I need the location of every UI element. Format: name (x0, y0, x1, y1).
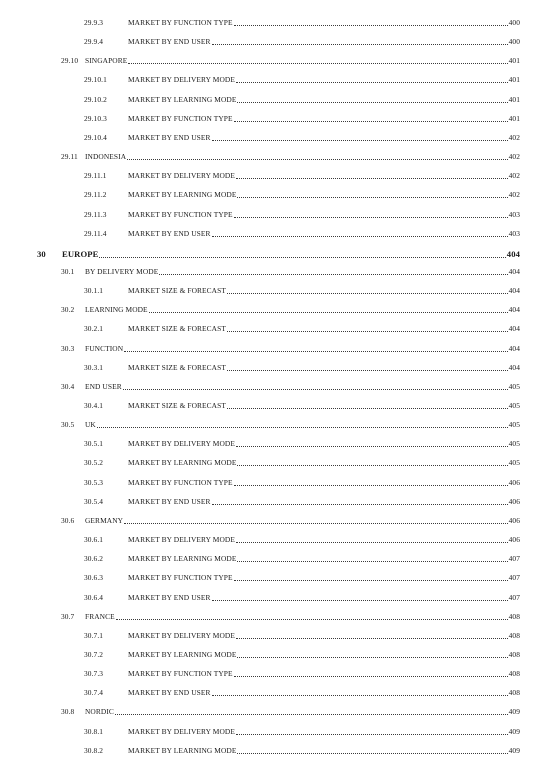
dot-leader (236, 734, 508, 735)
toc-entry-title: MARKET BY DELIVERY MODE (128, 439, 235, 449)
dot-leader (128, 63, 507, 64)
toc-entry-number: 30.7 (61, 611, 75, 621)
toc-subsection-entry[interactable] (0, 495, 557, 508)
toc-subsection-entry[interactable] (0, 725, 557, 738)
toc-entry-number: 30.1.1 (84, 286, 104, 296)
toc-entry-number: 30.5.1 (84, 439, 104, 449)
toc-subsection-entry[interactable] (0, 744, 557, 757)
toc-entry-page-number: 408 (508, 669, 520, 679)
toc-entry-title: MARKET BY END USER (128, 132, 211, 142)
toc-subsection-entry[interactable] (0, 686, 557, 699)
toc-entry-line (128, 93, 520, 106)
toc-subsection-entry[interactable] (0, 284, 557, 297)
toc-entry-number: 29.10.2 (84, 94, 107, 104)
toc-entry-line (128, 437, 520, 450)
toc-entry-number: 29.10.3 (84, 113, 107, 123)
dot-leader (115, 714, 508, 715)
toc-subsection-entry[interactable] (0, 73, 557, 86)
toc-entry-title: MARKET BY LEARNING MODE (128, 554, 237, 564)
toc-entry-title: NORDIC (85, 707, 114, 717)
toc-entry-page-number: 402 (508, 132, 520, 142)
dot-leader (234, 217, 508, 218)
toc-entry-line (128, 16, 520, 29)
toc-entry-title: SINGAPORE (85, 56, 128, 66)
dot-leader (237, 657, 507, 658)
toc-entry-page-number: 408 (508, 649, 520, 659)
toc-entry-number: 30.5.3 (84, 477, 104, 487)
toc-entry-number: 30.6.1 (84, 535, 104, 544)
toc-entry-page-number: 403 (508, 209, 520, 219)
toc-entry-page-number: 402 (508, 152, 520, 161)
toc-entry-title: MARKET BY END USER (128, 688, 211, 698)
toc-entry-line (128, 399, 520, 412)
toc-entry-number: 30.8 (61, 707, 75, 717)
dot-leader (212, 695, 508, 696)
dot-leader (236, 82, 508, 83)
dot-leader (227, 408, 508, 409)
toc-entry-title: FUNCTION (85, 343, 124, 353)
dot-leader (234, 676, 508, 677)
toc-entry-title: MARKET BY DELIVERY MODE (128, 75, 235, 85)
toc-entry-line (128, 686, 520, 699)
toc-entry-number: 30.7.4 (84, 688, 104, 698)
toc-entry-number: 30.7.3 (84, 669, 104, 679)
dot-leader (237, 753, 507, 754)
dot-leader (236, 542, 508, 543)
dot-leader (124, 523, 508, 524)
toc-entry-title: LEARNING MODE (85, 305, 148, 315)
toc-subsection-entry[interactable] (0, 361, 557, 374)
toc-entry-page-number: 404 (508, 286, 520, 296)
toc-entry-line (128, 571, 520, 584)
toc-entry-number: 29.10.4 (84, 132, 107, 142)
dot-leader (227, 331, 508, 332)
toc-entry-title: MARKET BY END USER (128, 37, 211, 47)
dot-leader (127, 159, 507, 160)
toc-entry-title: MARKET BY FUNCTION TYPE (128, 477, 233, 487)
toc-entry-page-number: 400 (508, 37, 520, 47)
dot-leader (159, 274, 507, 275)
toc-entry-line (128, 208, 520, 221)
toc-entry-number: 29.11.2 (84, 190, 107, 200)
toc-entry-number: 30.6.2 (84, 554, 104, 564)
toc-entry-line (85, 54, 520, 67)
toc-entry-page-number: 404 (508, 324, 520, 334)
toc-entry-number: 30.6.4 (84, 592, 104, 602)
dot-leader (234, 25, 508, 26)
toc-subsection-entry[interactable] (0, 629, 557, 642)
toc-entry-number: 29.9.4 (84, 37, 104, 47)
dot-leader (237, 102, 507, 103)
toc-entry-page-number: 402 (508, 171, 520, 181)
dot-leader (236, 446, 508, 447)
toc-entry-number: 30.4 (61, 381, 75, 391)
toc-entry-title: MARKET BY END USER (128, 228, 211, 238)
toc-entry-page-number: 407 (508, 573, 520, 583)
toc-entry-page-number: 409 (508, 745, 520, 755)
dot-leader (234, 580, 508, 581)
toc-entry-number: 30.3 (61, 343, 75, 353)
toc-entry-page-number: 404 (508, 362, 520, 372)
toc-subsection-entry[interactable] (0, 571, 557, 584)
toc-subsection-entry[interactable] (0, 188, 557, 201)
toc-entry-title: FRANCE (85, 611, 115, 621)
toc-entry-line (85, 303, 520, 316)
toc-entry-page-number: 409 (508, 707, 520, 717)
toc-entry-number: 30.8.1 (84, 726, 104, 736)
toc-entry-page-number: 405 (508, 420, 520, 430)
toc-entry-title: END USER (85, 381, 122, 391)
toc-entry-page-number: 401 (508, 75, 520, 85)
toc-entry-line (128, 188, 520, 201)
toc-section-entry[interactable] (0, 380, 557, 393)
dot-leader (149, 312, 508, 313)
toc-entry-page-number: 405 (508, 458, 520, 468)
toc-entry-title: MARKET BY DELIVERY MODE (128, 630, 235, 640)
dot-leader (116, 619, 508, 620)
toc-subsection-entry[interactable] (0, 112, 557, 125)
toc-entry-line (128, 131, 520, 144)
toc-entry-line (128, 227, 520, 240)
toc-section-entry[interactable] (0, 303, 557, 316)
toc-entry-page-number: 408 (508, 630, 520, 640)
toc-subsection-entry[interactable] (0, 399, 557, 412)
toc-entry-line (128, 456, 520, 469)
toc-subsection-entry[interactable] (0, 476, 557, 489)
toc-subsection-entry[interactable] (0, 533, 557, 546)
toc-entry-page-number: 401 (508, 94, 520, 104)
toc-entry-line (128, 112, 520, 125)
toc-entry-line (62, 248, 520, 261)
toc-entry-title: MARKET BY FUNCTION TYPE (128, 209, 233, 219)
dot-leader (234, 121, 508, 122)
toc-entry-page-number: 406 (508, 477, 520, 487)
toc-entry-line (85, 610, 520, 623)
toc-entry-number: 30.1 (61, 266, 75, 276)
toc-entry-line (85, 342, 520, 355)
toc-entry-line (128, 667, 520, 680)
toc-entry-line (85, 265, 520, 278)
toc-entry-number: 30.3.1 (84, 362, 104, 372)
toc-entry-page-number: 402 (508, 190, 520, 200)
toc-entry-page-number: 408 (508, 688, 520, 698)
toc-entry-number: 30.5.2 (84, 458, 104, 468)
toc-entry-title: MARKET BY DELIVERY MODE (128, 171, 235, 181)
dot-leader (234, 485, 508, 486)
toc-subsection-entry[interactable] (0, 648, 557, 661)
toc-entry-line (128, 73, 520, 86)
dot-leader (97, 427, 508, 428)
toc-subsection-entry[interactable] (0, 591, 557, 604)
toc-entry-number: 30.5.4 (84, 496, 104, 506)
toc-entry-line (128, 476, 520, 489)
toc-entry-number: 30.5 (61, 420, 75, 430)
dot-leader (227, 370, 508, 371)
toc-entry-number: 30 (37, 248, 46, 259)
dot-leader (124, 351, 507, 352)
toc-entry-page-number: 404 (508, 305, 520, 315)
toc-entry-page-number: 400 (508, 18, 520, 27)
toc-subsection-entry[interactable] (0, 456, 557, 469)
toc-entry-number: 29.11.1 (84, 171, 107, 181)
toc-entry-page-number: 401 (508, 113, 520, 123)
dot-leader (227, 293, 508, 294)
toc-entry-number: 29.10 (61, 56, 79, 66)
toc-entry-title: MARKET BY LEARNING MODE (128, 94, 237, 104)
toc-entry-number: 30.8.2 (84, 745, 104, 755)
toc-subsection-entry[interactable] (0, 35, 557, 48)
toc-entry-number: 29.10.1 (84, 75, 107, 85)
toc-entry-line (128, 322, 520, 335)
toc-entry-number: 29.11 (61, 152, 78, 161)
toc-entry-title: MARKET BY LEARNING MODE (128, 190, 237, 200)
toc-entry-number: 30.6.3 (84, 573, 104, 583)
toc-entry-page-number: 405 (508, 381, 520, 391)
toc-subsection-entry[interactable] (0, 169, 557, 182)
toc-entry-page-number: 408 (508, 611, 520, 621)
toc-entry-line (128, 35, 520, 48)
toc-entry-line (128, 648, 520, 661)
toc-entry-number: 30.2.1 (84, 324, 104, 334)
toc-entry-page-number: 409 (508, 726, 520, 736)
toc-entry-title: MARKET BY FUNCTION TYPE (128, 669, 233, 679)
toc-section-entry[interactable] (0, 265, 557, 278)
toc-subsection-entry[interactable] (0, 131, 557, 144)
toc-entry-title: MARKET BY FUNCTION TYPE (128, 573, 233, 583)
dot-leader (212, 600, 508, 601)
toc-section-entry[interactable] (0, 705, 557, 718)
toc-entry-title: MARKET SIZE & FORECAST (128, 286, 226, 296)
toc-entry-title: MARKET SIZE & FORECAST (128, 324, 226, 334)
toc-section-entry[interactable] (0, 610, 557, 623)
toc-entry-title: MARKET BY LEARNING MODE (128, 458, 237, 468)
dot-leader (236, 178, 508, 179)
toc-entry-number: 30.7.2 (84, 649, 104, 659)
toc-entry-line (128, 744, 520, 757)
toc-entry-title: MARKET BY LEARNING MODE (128, 745, 237, 755)
toc-entry-title: EUROPE (62, 248, 99, 259)
toc-subsection-entry[interactable] (0, 227, 557, 240)
toc-entry-page-number: 403 (508, 228, 520, 238)
toc-entry-line (128, 361, 520, 374)
toc-subsection-entry[interactable] (0, 16, 557, 29)
toc-entry-number: 30.4.1 (84, 401, 104, 410)
toc-entry-number: 29.9.3 (84, 18, 104, 27)
toc-section-entry[interactable] (0, 150, 557, 163)
toc-section-entry[interactable] (0, 418, 557, 431)
toc-entry-number: 29.11.3 (84, 209, 107, 219)
dot-leader (123, 389, 508, 390)
toc-section-entry[interactable] (0, 342, 557, 355)
toc-section-entry[interactable] (0, 54, 557, 67)
toc-entry-line (128, 629, 520, 642)
toc-entry-number: 30.2 (61, 305, 75, 315)
toc-subsection-entry[interactable] (0, 208, 557, 221)
toc-entry-page-number: 404 (508, 266, 520, 276)
toc-entry-title: MARKET SIZE & FORECAST (128, 401, 226, 410)
toc-entry-page-number: 405 (508, 439, 520, 449)
toc-entry-line (128, 552, 520, 565)
dot-leader (212, 504, 508, 505)
toc-entry-page-number: 406 (508, 496, 520, 506)
toc-entry-title: BY DELIVERY MODE (85, 266, 159, 276)
toc-entry-page-number: 401 (508, 56, 520, 66)
dot-leader (212, 44, 508, 45)
toc-entry-line (128, 284, 520, 297)
toc-entry-line (128, 169, 520, 182)
toc-subsection-entry[interactable] (0, 437, 557, 450)
toc-entry-page-number: 404 (506, 248, 520, 259)
toc-entry-title: MARKET BY DELIVERY MODE (128, 535, 235, 544)
dot-leader (236, 638, 508, 639)
toc-entry-line (85, 150, 520, 163)
toc-entry-title: MARKET BY END USER (128, 592, 211, 602)
toc-entry-number: 30.7.1 (84, 630, 104, 640)
toc-entry-line (85, 418, 520, 431)
toc-entry-page-number: 407 (508, 554, 520, 564)
toc-entry-title: MARKET BY LEARNING MODE (128, 649, 237, 659)
dot-leader (212, 140, 508, 141)
toc-entry-title: GERMANY (85, 515, 124, 525)
toc-subsection-entry[interactable] (0, 93, 557, 106)
toc-chapter-entry[interactable] (0, 248, 557, 261)
toc-entry-line (85, 705, 520, 718)
toc-subsection-entry[interactable] (0, 322, 557, 335)
toc-entry-number: 30.6 (61, 515, 75, 525)
toc-section-entry[interactable] (0, 514, 557, 527)
toc-entry-number: 29.11.4 (84, 228, 107, 238)
dot-leader (237, 197, 507, 198)
toc-entry-line (85, 380, 520, 393)
toc-entry-page-number: 406 (508, 515, 520, 525)
dot-leader (237, 465, 507, 466)
toc-entry-line (128, 533, 520, 546)
dot-leader (212, 236, 508, 237)
toc-entry-title: UK (85, 420, 96, 430)
dot-leader (237, 561, 507, 562)
toc-entry-page-number: 406 (508, 535, 520, 544)
toc-entry-title: MARKET BY FUNCTION TYPE (128, 18, 233, 27)
toc-entry-title: MARKET BY FUNCTION TYPE (128, 113, 233, 123)
toc-entry-title: MARKET BY END USER (128, 496, 211, 506)
toc-entry-page-number: 405 (508, 401, 520, 410)
toc-entry-line (128, 591, 520, 604)
dot-leader (99, 257, 505, 258)
toc-entry-page-number: 407 (508, 592, 520, 602)
toc-entry-line (128, 495, 520, 508)
toc-subsection-entry[interactable] (0, 552, 557, 565)
toc-entry-line (128, 725, 520, 738)
toc-entry-title: MARKET SIZE & FORECAST (128, 362, 226, 372)
toc-subsection-entry[interactable] (0, 667, 557, 680)
toc-entry-title: MARKET BY DELIVERY MODE (128, 726, 235, 736)
toc-entry-page-number: 404 (508, 343, 520, 353)
toc-entry-title: INDONESIA (85, 152, 127, 161)
toc-entry-line (85, 514, 520, 527)
